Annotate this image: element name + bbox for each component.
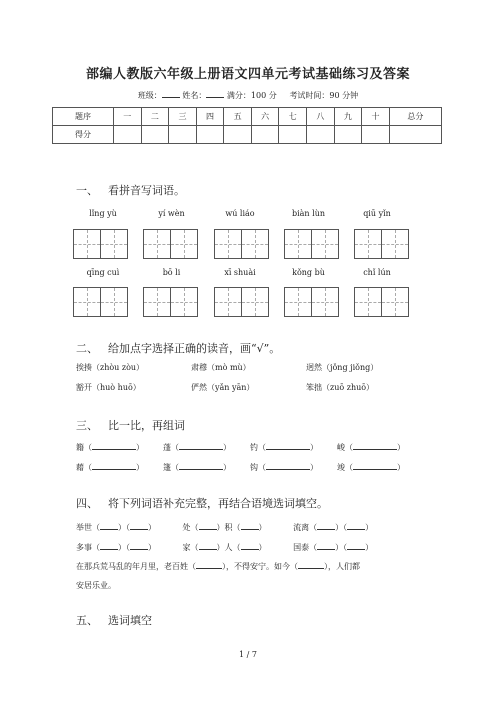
score-header-cell: 题序 bbox=[53, 108, 114, 126]
answer-blank[interactable] bbox=[317, 521, 335, 530]
score-cell[interactable] bbox=[114, 126, 142, 144]
section-1-heading bbox=[76, 182, 185, 198]
answer-blank[interactable] bbox=[241, 521, 259, 530]
score-header-cell: 八 bbox=[307, 108, 335, 126]
score-header-cell: 二 bbox=[141, 108, 169, 126]
pinyin-item: kǒng bù bbox=[292, 268, 325, 277]
answer-blank[interactable] bbox=[92, 441, 136, 450]
score-cell[interactable] bbox=[307, 126, 335, 144]
pinyin-item: bō li bbox=[162, 268, 181, 277]
writing-box-pair[interactable] bbox=[214, 287, 269, 317]
document-title: 部编人教版六年级上册语文四单元考试基础练习及答案 bbox=[85, 67, 410, 82]
writing-box-pair[interactable] bbox=[73, 229, 128, 259]
answer-blank[interactable] bbox=[266, 461, 310, 470]
score-header-cell: 四 bbox=[196, 108, 224, 126]
pinyin-item: qīng cuì bbox=[86, 268, 120, 277]
score-cell[interactable] bbox=[389, 126, 441, 144]
score-cell[interactable] bbox=[141, 126, 169, 144]
section-2-number: 二、 bbox=[76, 342, 98, 355]
compare-item: 竣（ ） bbox=[337, 463, 405, 472]
answer-blank[interactable] bbox=[130, 521, 148, 530]
writing-box-pair[interactable] bbox=[354, 287, 409, 317]
score-header-cell: 六 bbox=[251, 108, 279, 126]
name-label: 姓名： bbox=[182, 91, 207, 100]
section-1-number: 一、 bbox=[76, 184, 98, 197]
pronunciation-item[interactable]: 豁开（huò huō） bbox=[76, 383, 141, 392]
pronunciation-item[interactable]: 肃穆（mò mù） bbox=[191, 363, 251, 372]
score-table bbox=[52, 107, 442, 144]
answer-blank[interactable] bbox=[100, 541, 118, 550]
compare-item: 篷（ ） bbox=[163, 463, 231, 472]
writing-boxes-row-1 bbox=[73, 229, 409, 259]
writing-box-pair[interactable] bbox=[143, 287, 198, 317]
pronunciation-row bbox=[76, 362, 406, 373]
score-header-cell: 五 bbox=[224, 108, 252, 126]
section-4-title: 将下列词语补充完整，再结合语境选词填空。 bbox=[108, 497, 328, 510]
answer-blank[interactable] bbox=[199, 521, 217, 530]
pinyin-item: xī shuài bbox=[224, 268, 256, 277]
score-cell[interactable] bbox=[196, 126, 224, 144]
name-blank[interactable] bbox=[206, 89, 224, 98]
pinyin-item: qiū yǐn bbox=[363, 209, 391, 218]
answer-blank[interactable] bbox=[130, 541, 148, 550]
score-cell[interactable] bbox=[362, 126, 390, 144]
answer-blank[interactable] bbox=[196, 560, 222, 569]
answer-blank[interactable] bbox=[353, 441, 397, 450]
score-header-cell: 九 bbox=[334, 108, 362, 126]
section-1-title: 看拼音写词语。 bbox=[108, 184, 185, 197]
score-table-score-row bbox=[53, 126, 442, 144]
answer-blank[interactable] bbox=[179, 441, 223, 450]
section-5-heading bbox=[76, 612, 152, 628]
answer-blank[interactable] bbox=[347, 521, 365, 530]
score-header-cell: 一 bbox=[114, 108, 142, 126]
exam-info-line bbox=[0, 89, 496, 101]
pinyin-item: wú liáo bbox=[225, 209, 255, 218]
class-blank[interactable] bbox=[162, 89, 180, 98]
pronunciation-item[interactable]: 迥然（jǒng jiǒng） bbox=[306, 363, 379, 372]
pronunciation-item[interactable]: 挨揍（zhòu zòu） bbox=[76, 363, 145, 372]
score-cell[interactable] bbox=[279, 126, 307, 144]
score-header-cell: 总分 bbox=[389, 108, 441, 126]
section-3-title: 比一比，再组词 bbox=[108, 419, 185, 432]
section-5-number: 五、 bbox=[76, 614, 98, 627]
compare-row-1 bbox=[76, 441, 424, 453]
writing-box-pair[interactable] bbox=[284, 287, 339, 317]
pinyin-item: yí wèn bbox=[158, 209, 185, 218]
section-4-number: 四、 bbox=[76, 497, 98, 510]
compare-item: 钓（ ） bbox=[250, 443, 318, 452]
answer-blank[interactable] bbox=[241, 541, 259, 550]
section-3-heading bbox=[76, 417, 185, 433]
compare-row-2 bbox=[76, 461, 424, 473]
pinyin-item: biàn lùn bbox=[291, 209, 325, 218]
answer-blank[interactable] bbox=[100, 521, 118, 530]
pronunciation-row bbox=[76, 382, 406, 393]
score-header-cell: 七 bbox=[279, 108, 307, 126]
score-row-label: 得分 bbox=[53, 126, 114, 144]
writing-box-pair[interactable] bbox=[354, 229, 409, 259]
score-header-cell: 三 bbox=[169, 108, 197, 126]
fill-paragraph-line-1: 在那兵荒马乱的年月里，老百姓（ ），不得安宁。如今（ ），人们都 bbox=[76, 562, 360, 571]
section-3-number: 三、 bbox=[76, 419, 98, 432]
score-table-header-row bbox=[53, 108, 442, 126]
pinyin-row-2 bbox=[70, 268, 410, 277]
compare-item: 蓬（ ） bbox=[163, 443, 231, 452]
writing-box-pair[interactable] bbox=[73, 287, 128, 317]
class-label: 班级： bbox=[137, 91, 162, 100]
score-cell[interactable] bbox=[334, 126, 362, 144]
fill-paragraph-line-2: 安居乐业。 bbox=[76, 581, 116, 590]
pronunciation-item[interactable]: 笨拙（zuō zhuō） bbox=[306, 383, 375, 392]
section-2-heading bbox=[76, 340, 280, 356]
answer-blank[interactable] bbox=[347, 541, 365, 550]
answer-blank[interactable] bbox=[179, 461, 223, 470]
compare-item: 藉（ ） bbox=[76, 463, 144, 472]
answer-blank[interactable] bbox=[353, 461, 397, 470]
writing-box-pair[interactable] bbox=[284, 229, 339, 259]
writing-box-pair[interactable] bbox=[214, 229, 269, 259]
score-header-cell: 十 bbox=[362, 108, 390, 126]
score-cell[interactable] bbox=[169, 126, 197, 144]
idiom-row-1: 举世（ ）（ ） 处（ ）积（ ） 流离（ ）（ ） bbox=[76, 523, 374, 532]
page-number: 1 / 7 bbox=[239, 650, 257, 659]
pronunciation-item[interactable]: 俨然（yǎn yān） bbox=[191, 383, 255, 392]
section-4-heading bbox=[76, 495, 328, 511]
score-cell[interactable] bbox=[251, 126, 279, 144]
time-label: 考试时间：90 分钟 bbox=[289, 91, 359, 100]
writing-box-pair[interactable] bbox=[143, 229, 198, 259]
compare-item: 籍（ ） bbox=[76, 443, 144, 452]
pinyin-row-1 bbox=[70, 209, 410, 218]
answer-blank[interactable] bbox=[298, 560, 324, 569]
score-label: 满分：100 分 bbox=[226, 91, 277, 100]
pinyin-item: chǐ lún bbox=[363, 268, 391, 277]
answer-blank[interactable] bbox=[199, 541, 217, 550]
answer-blank[interactable] bbox=[317, 541, 335, 550]
writing-boxes-row-2 bbox=[73, 287, 409, 317]
idiom-row-2: 多事（ ）（ ） 家（ ）人（ ） 国泰（ ）（ ） bbox=[76, 543, 374, 552]
answer-blank[interactable] bbox=[92, 461, 136, 470]
score-cell[interactable] bbox=[224, 126, 252, 144]
section-2-title: 给加点字选择正确的读音，画“√”。 bbox=[108, 342, 281, 355]
pinyin-item: lǐng yù bbox=[89, 209, 117, 218]
section-5-title: 选词填空 bbox=[108, 614, 152, 627]
compare-item: 钩（ ） bbox=[250, 463, 318, 472]
answer-blank[interactable] bbox=[266, 441, 310, 450]
compare-item: 峻（ ） bbox=[337, 443, 405, 452]
